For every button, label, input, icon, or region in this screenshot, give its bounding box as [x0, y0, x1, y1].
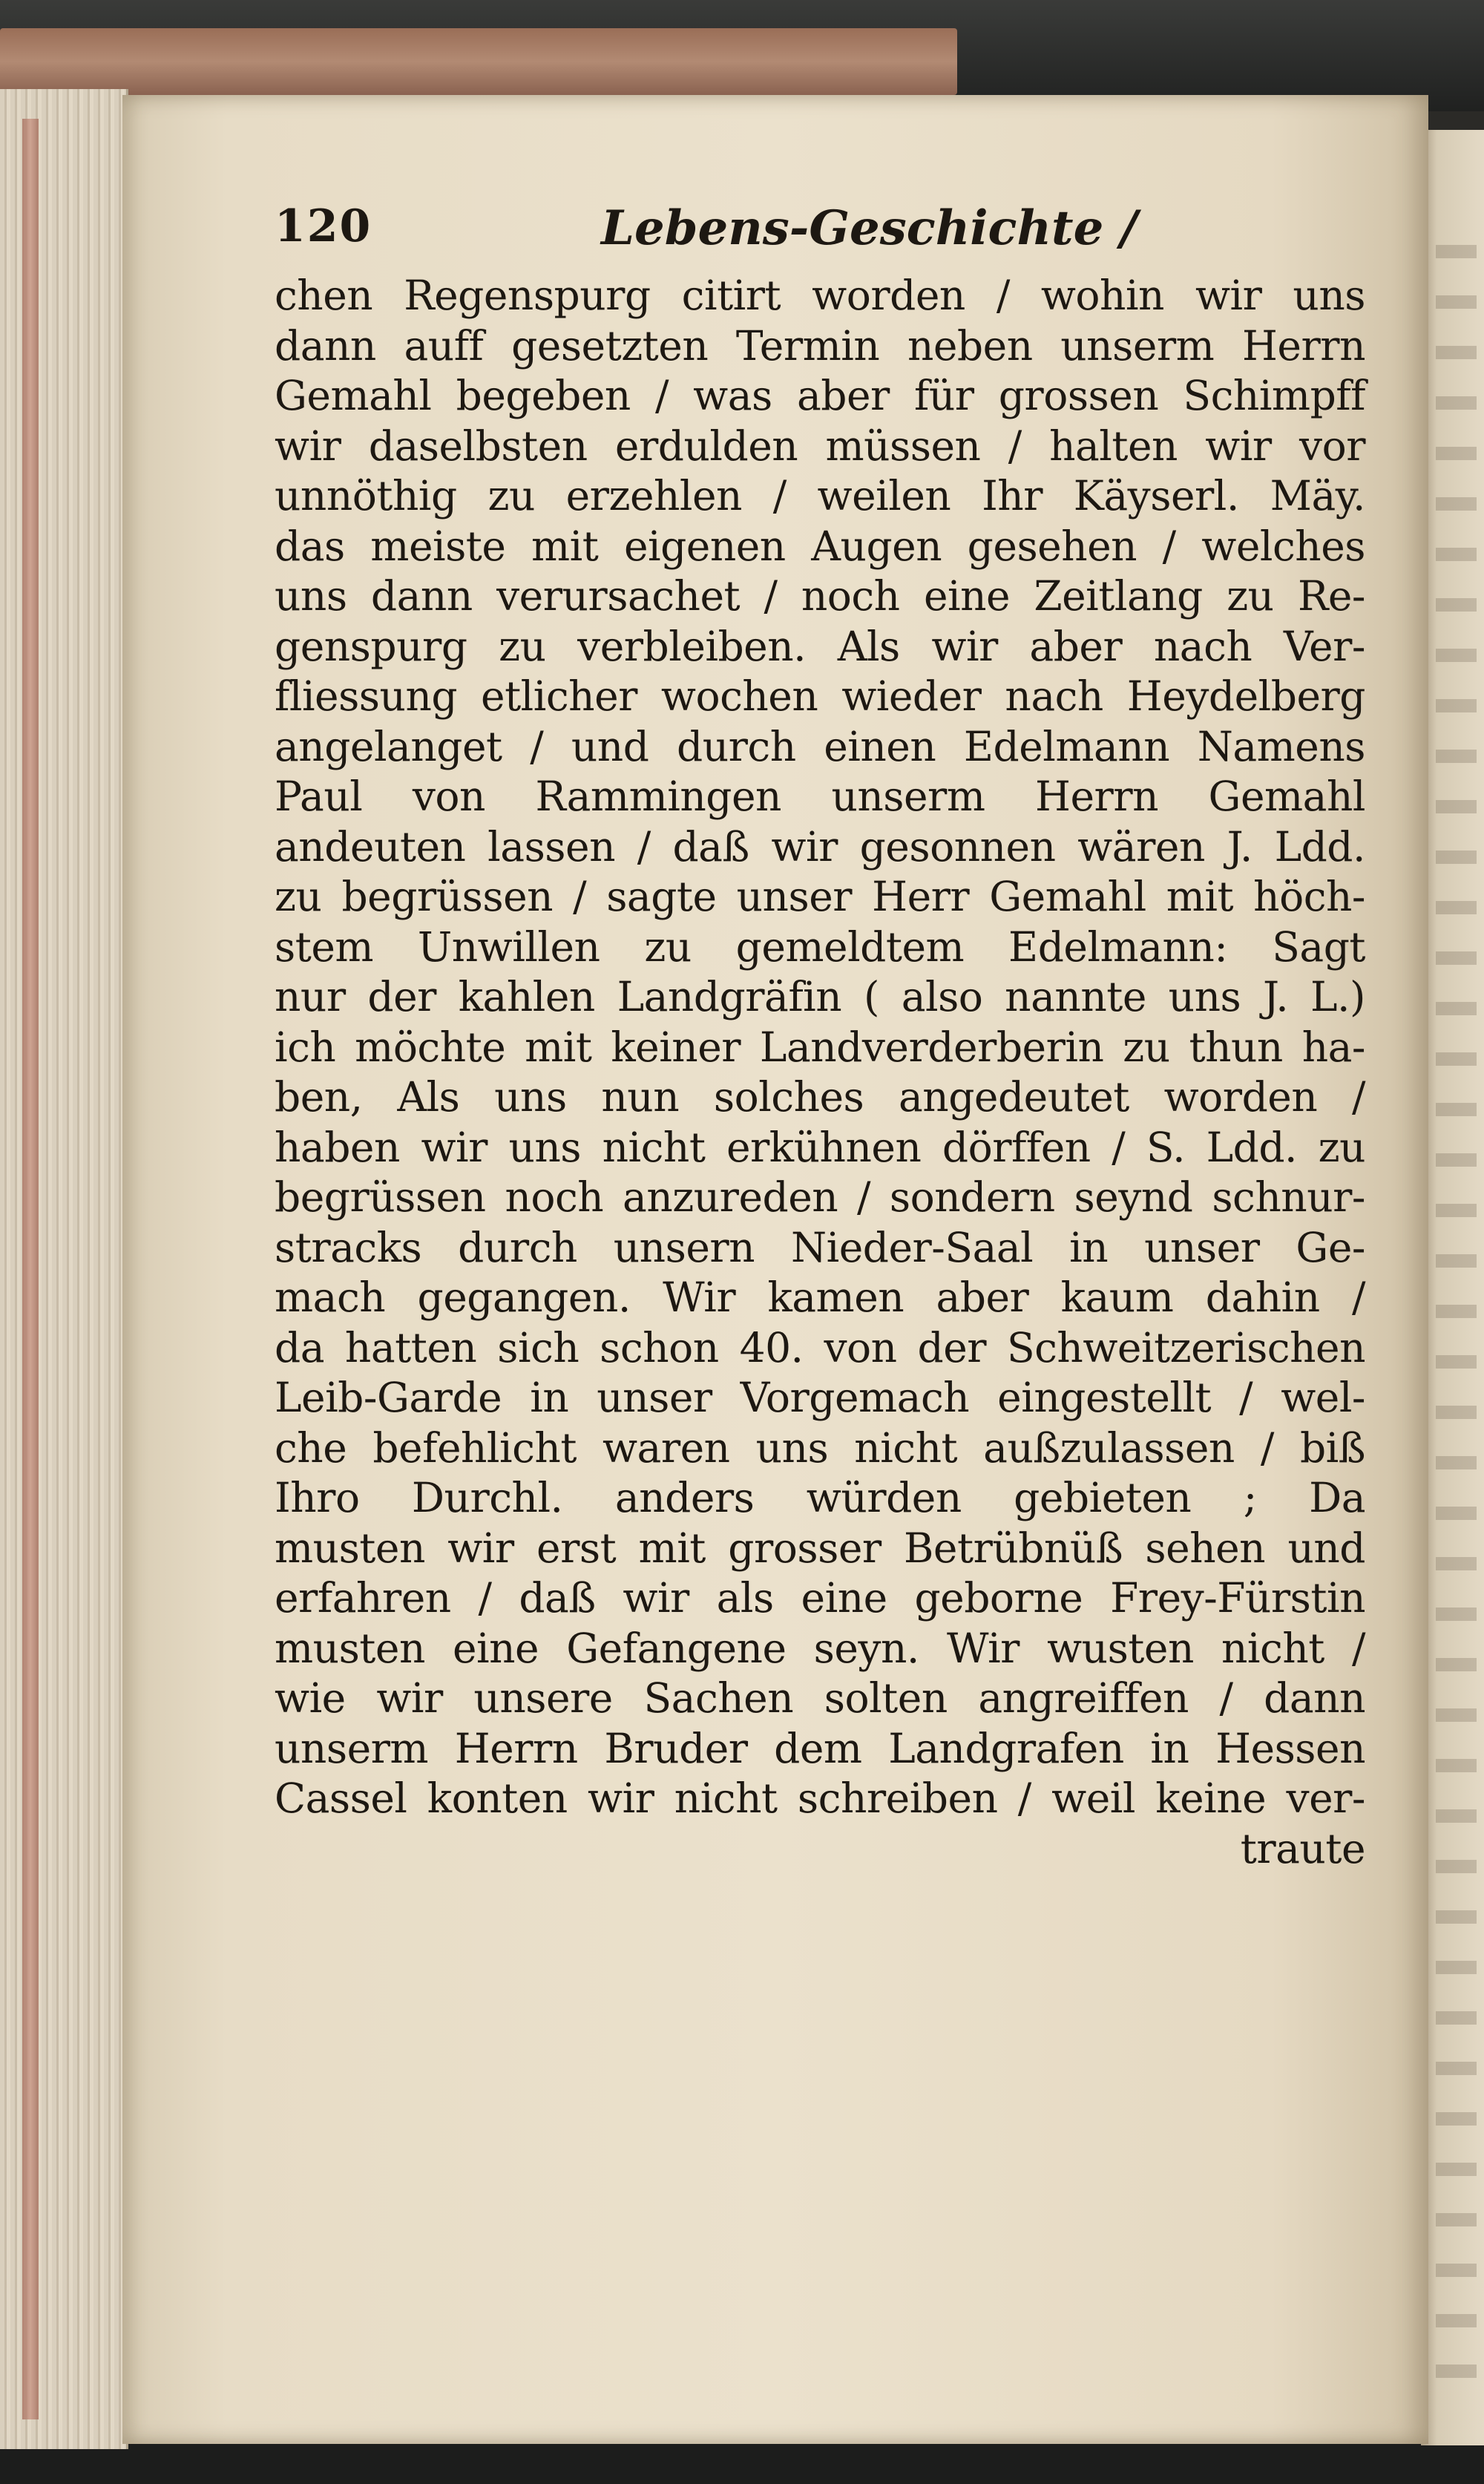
text-line: Leib-Garde in unser Vorgemach eingestellt / wel-	[275, 1374, 1365, 1421]
text-line: erfahren / daß wir als eine geborne Frey-Fürstin	[275, 1574, 1365, 1622]
text-line: angelanget / und durch einen Edelmann Namens	[275, 722, 1365, 770]
text-line: haben wir uns nicht erkühnen dörffen / S. Ldd. zu	[275, 1123, 1365, 1171]
running-head	[275, 200, 1365, 271]
catchword: traute	[1240, 1824, 1365, 1872]
facing-page-text-shadow	[1436, 245, 1477, 2397]
text-line: wie wir unsere Sachen solten angreiffen / dann	[275, 1674, 1365, 1722]
text-line: unnöthig zu erzehlen / weilen Ihr Käyserl. Mäy.	[275, 472, 1365, 520]
text-line: uns dann verursachet / noch eine Zeitlang zu Re-	[275, 572, 1365, 620]
text-line: ben, Als uns nun solches angedeutet worden /	[275, 1073, 1365, 1121]
text-line: begrüssen noch anzureden / sondern seynd schnur-	[275, 1173, 1365, 1221]
text-line: stem Unwillen zu gemeldtem Edelmann: Sagt	[275, 923, 1365, 971]
text-line: andeuten lassen / daß wir gesonnen wären J. Ldd.	[275, 822, 1365, 871]
text-line: genspurg zu verbleiben. Als wir aber nach Ver-	[275, 622, 1365, 670]
text-line: ich möchte mit keiner Landverderberin zu thun ha-	[275, 1023, 1365, 1071]
leather-binding-edge	[0, 28, 957, 95]
text-line: musten wir erst mit grosser Betrübnüß sehen und	[275, 1524, 1365, 1572]
text-line: fliessung etlicher wochen wieder nach Heydelberg	[275, 672, 1365, 720]
page-number: 120	[275, 200, 372, 252]
book-cover-bottom	[0, 2442, 1484, 2484]
text-line: Gemahl begeben / was aber für grossen Schimpff	[275, 372, 1365, 419]
text-line: das meiste mit eigenen Augen gesehen / welches	[275, 522, 1365, 570]
text-line: stracks durch unsern Nieder-Saal in unser Ge-	[275, 1223, 1365, 1271]
text-lines	[275, 271, 1365, 1824]
page-edge-red-stain	[22, 119, 39, 2419]
text-line: Paul von Rammingen unserm Herrn Gemahl	[275, 773, 1365, 820]
text-line: Ihro Durchl. anders würden gebieten ; Da	[275, 1474, 1365, 1521]
text-line: wir daselbsten erdulden müssen / halten wir vor	[275, 422, 1365, 470]
text-line: unserm Herrn Bruder dem Landgrafen in Hessen	[275, 1724, 1365, 1772]
running-head-title: Lebens-Geschichte /	[601, 200, 1137, 256]
text-line: mach gegangen. Wir kamen aber kaum dahin /	[275, 1274, 1365, 1321]
text-line: che befehlicht waren uns nicht außzulassen / biß	[275, 1423, 1365, 1472]
text-line: chen Regenspurg citirt worden / wohin wir uns	[275, 272, 1365, 319]
page-edge-stack	[0, 89, 128, 2449]
text-line: da hatten sich schon 40. von der Schweitzerischen	[275, 1323, 1365, 1372]
page-text-block	[275, 200, 1365, 1874]
text-line: dann auff gesetzten Termin neben unserm Herrn	[275, 321, 1365, 370]
text-line: nur der kahlen Landgräfin ( also nannte uns J. L.)	[275, 973, 1365, 1020]
text-line: Cassel konten wir nicht schreiben / weil keine ver-	[275, 1774, 1365, 1822]
text-line: zu begrüssen / sagte unser Herr Gemahl mit höch-	[275, 873, 1365, 920]
text-line: musten eine Gefangene seyn. Wir wusten nicht /	[275, 1624, 1365, 1672]
